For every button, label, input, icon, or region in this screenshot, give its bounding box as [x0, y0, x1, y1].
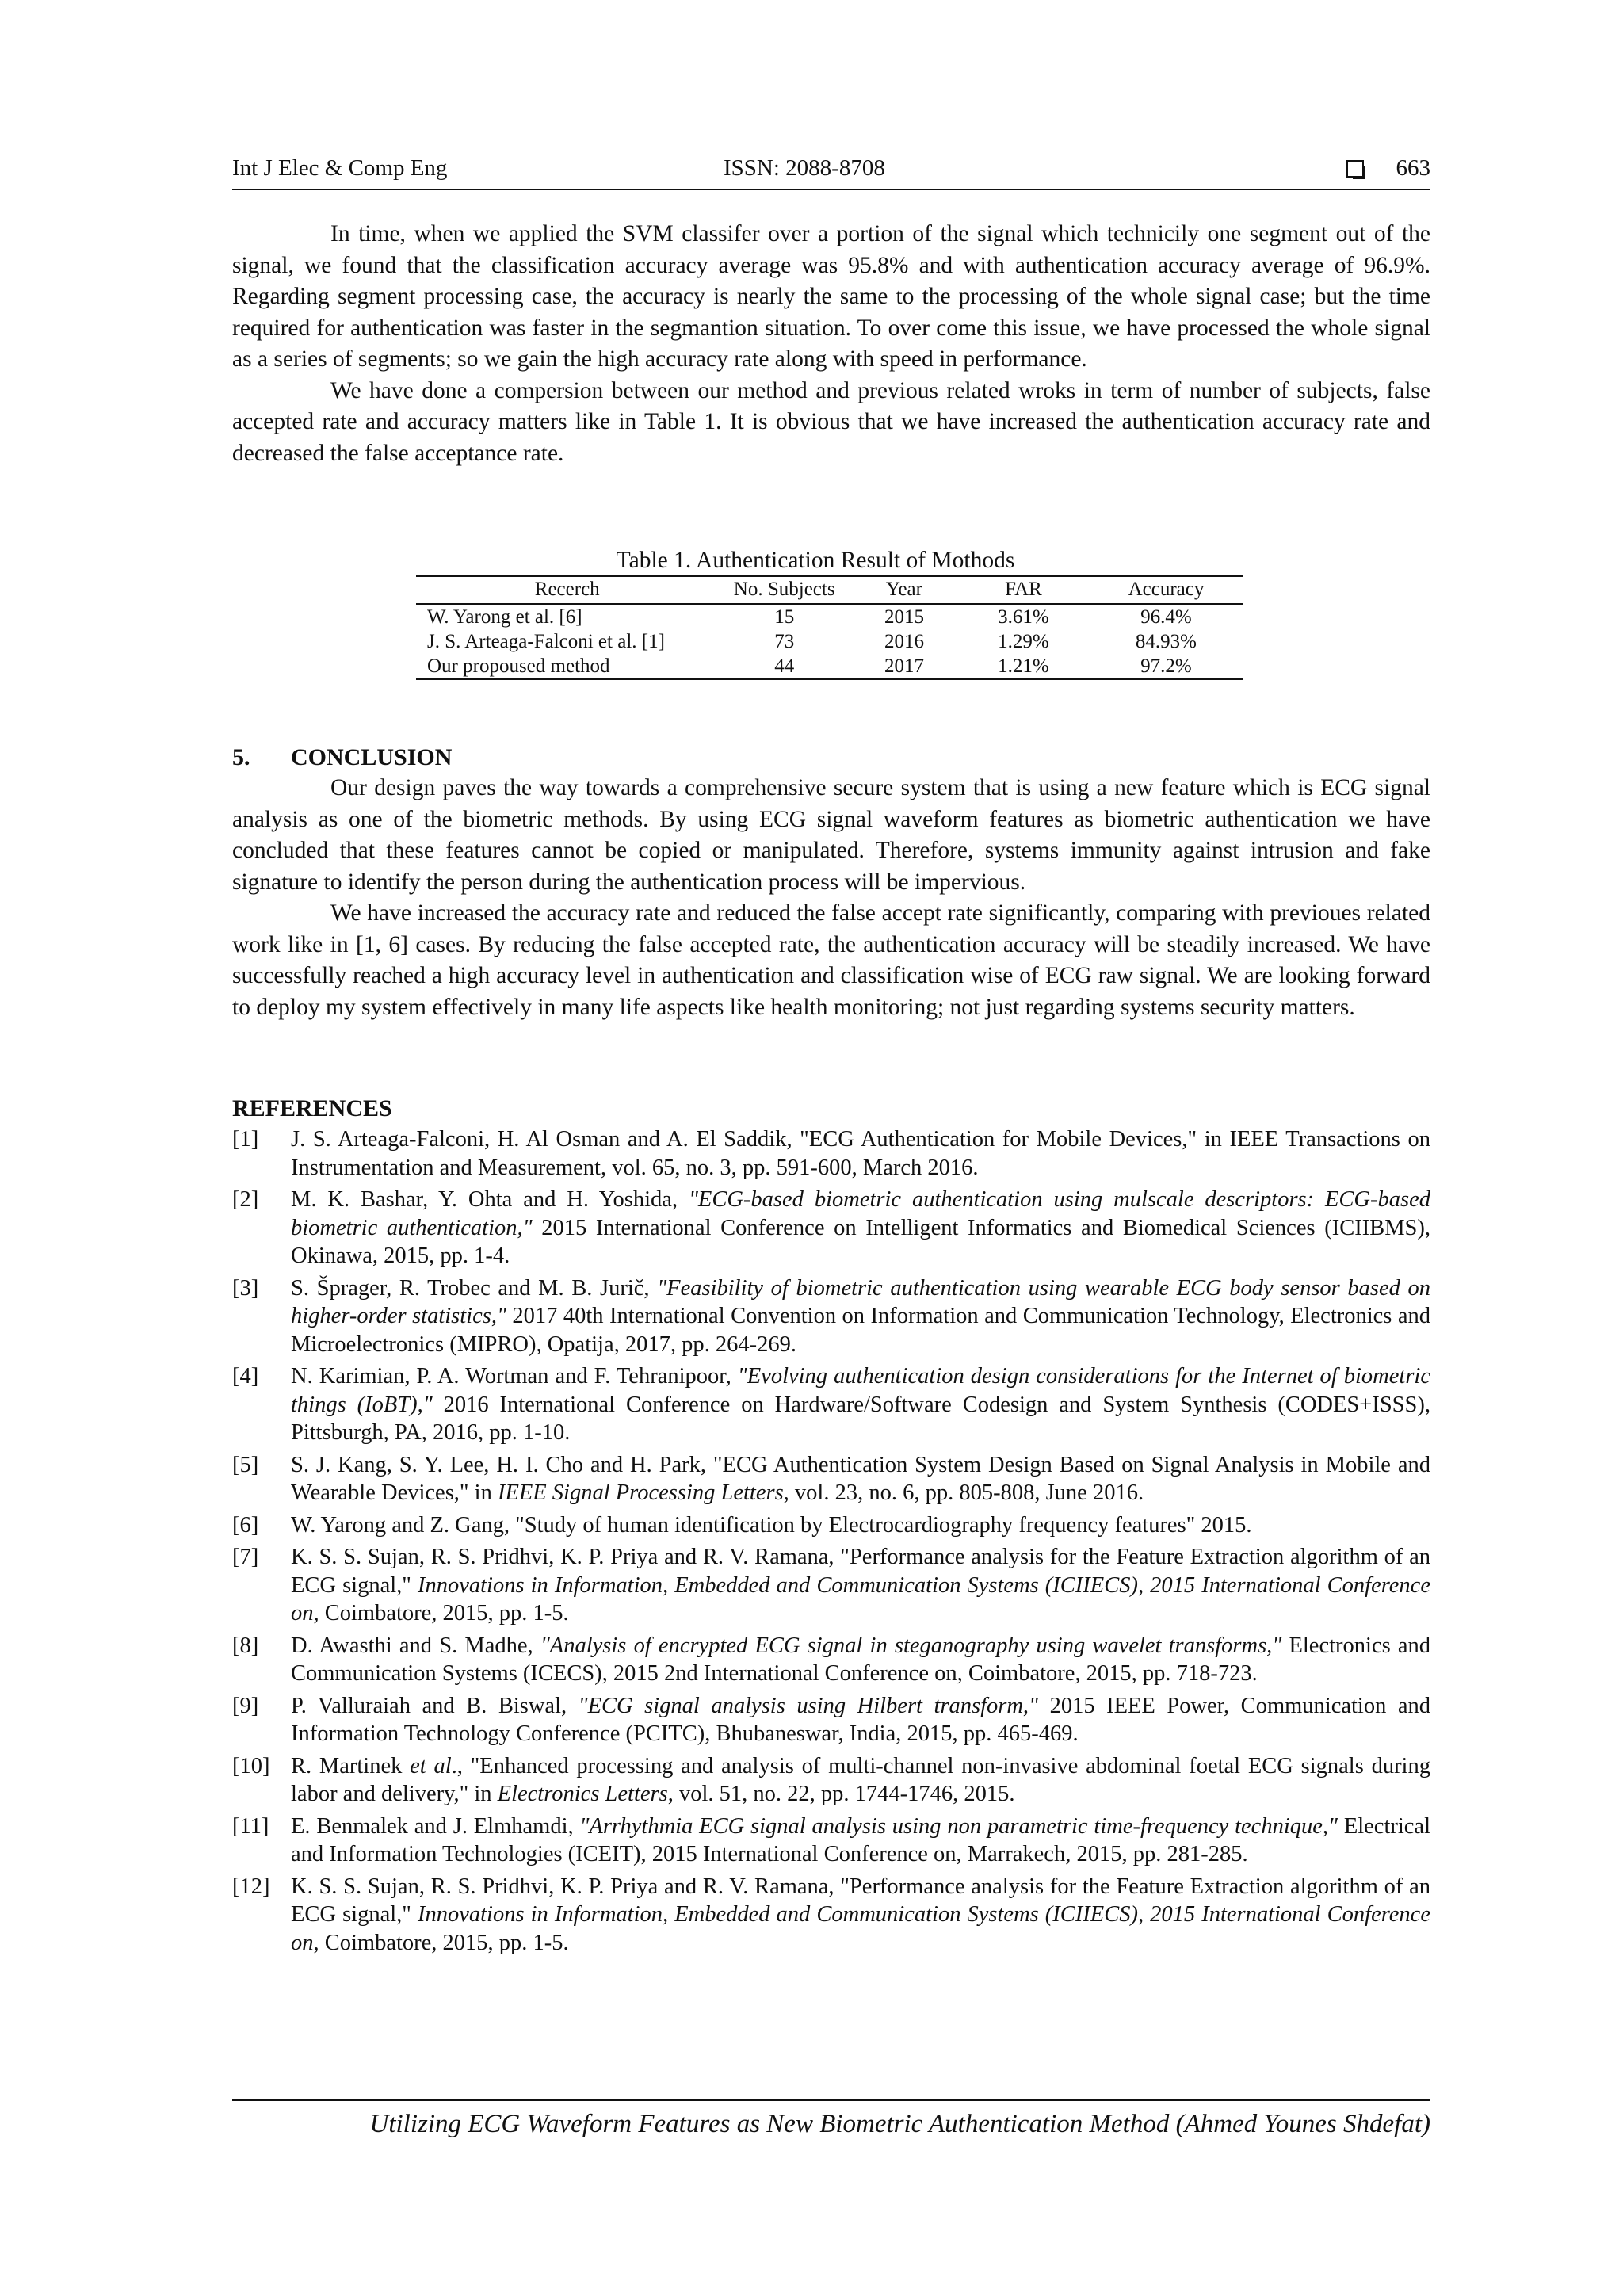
body-text: [232, 219, 1430, 1961]
reference-italic-title: "ECG signal analysis using Hilbert transform,": [578, 1693, 1039, 1718]
reference-number: [4]: [232, 1364, 259, 1389]
reference-text: K. S. S. Sujan, R. S. Pridhvi, K. P. Priya and R. V. Ramana, "Performance analysis for the Feature Extraction algorithm of an ECG signal,": [291, 1545, 1430, 1598]
reference-item: [232, 1511, 1430, 1540]
paragraph: In time, when we applied the SVM classifer over a portion of the signal which technicily one segment out of the signal, we found that the classification accuracy average was 95.8% and with authentication accuracy average of 96.9%. Regarding segment processing case, the accuracy is nearly the same to the processing of the whole signal case; but the time required for authentication was faster in the segmantion situation. To over come this issue, we have processed the whole signal as a series of segments; so we gain the high accuracy rate along with speed in performance.: [232, 221, 1430, 372]
table-cell: J. S. Arteaga-Falconi et al. [1]: [427, 631, 665, 652]
issn: ISSN: 2088-8708: [724, 155, 885, 181]
reference-number: [1]: [232, 1127, 259, 1152]
table-row: [416, 654, 1243, 679]
table-block: [232, 545, 1430, 680]
table-cell: 2016: [884, 631, 924, 652]
results-table: [416, 575, 1243, 680]
reference-text: , Coimbatore, 2015, pp. 1-5.: [313, 1930, 569, 1955]
paragraph: We have done a compersion between our method and previous related wroks in term of number of subjects, false accepted rate and accuracy matters like in Table 1. It is obvious that we have increased the authentication accuracy rate and decreased the false acceptance rate.: [232, 377, 1430, 466]
table-cell: 73: [774, 631, 795, 652]
table-header-cell: FAR: [958, 576, 1089, 604]
table-cell: 3.61%: [998, 606, 1049, 628]
table-cell: 15: [774, 606, 795, 628]
reference-item: [232, 1632, 1430, 1688]
reference-item: [232, 1362, 1430, 1447]
reference-list: [232, 1125, 1430, 1957]
reference-text: , vol. 51, no. 22, pp. 1744-1746, 2015.: [667, 1782, 1015, 1806]
table-header-cell: Accuracy: [1089, 576, 1243, 604]
reference-number: [8]: [232, 1633, 259, 1658]
table-caption: Table 1. Authentication Result of Mothods: [616, 548, 1015, 573]
reference-item: [232, 1813, 1430, 1869]
running-footer: Utilizing ECG Waveform Features as New Biometric Authentication Method (Ahmed Younes Shdefat): [369, 2110, 1430, 2138]
reference-text: 2016 International Conference on Hardware/Software Codesign and System Synthesis (CODES+ISSS), Pittsburgh, PA, 2016, pp. 1-10.: [291, 1392, 1430, 1445]
reference-text: , Coimbatore, 2015, pp. 1-5.: [313, 1601, 569, 1626]
reference-italic-venue: IEEE Signal Processing Letters: [497, 1480, 784, 1505]
reference-italic-title: "ECG-based biometric authentication using mulscale descriptors: ECG-based biometric authentication,": [291, 1187, 1430, 1240]
reference-text: 2015 International Conference on Intelligent Informatics and Biomedical Sciences (ICIIBMS), Okinawa, 2015, pp. 1-4.: [291, 1215, 1430, 1268]
table-cell: W. Yarong et al. [6]: [427, 606, 582, 628]
reference-number: [12]: [232, 1874, 270, 1899]
reference-text: M. K. Bashar, Y. Ohta and H. Yoshida,: [291, 1187, 689, 1212]
reference-item: [232, 1125, 1430, 1182]
paragraph: Our design paves the way towards a comprehensive secure system that is using a new feature which is ECG signal analysis as one of the biometric methods. By using ECG signal waveform features as biometric authentication we have concluded that these features cannot be copied or manipulated. Therefore, systems immunity against intrusion and fake signature to identify the person during the authentication process will be impervious.: [232, 775, 1430, 895]
reference-item: [232, 1873, 1430, 1958]
section-title: CONCLUSION: [291, 744, 453, 770]
reference-italic-etal: et al: [410, 1753, 452, 1778]
reference-italic-title: "Feasibility of biometric authentication using wearable ECG body sensor based on higher-order statistics,": [291, 1275, 1430, 1328]
reference-number: [2]: [232, 1187, 259, 1212]
footer-rule: [232, 2099, 1430, 2101]
running-header: [232, 155, 1430, 192]
table-header-cell: No. Subjects: [718, 576, 850, 604]
reference-text: 2015 IEEE Power, Communication and Information Technology Conference (PCITC), Bhubaneswar, India, 2015, pp. 465-469.: [291, 1693, 1431, 1746]
reference-text: J. S. Arteaga-Falconi, H. Al Osman and A. El Saddik, "ECG Authentication for Mobile Devices," in IEEE Transactions on Instrumentation and Measurement, vol. 65, no. 3, pp. 591-600, March 2016.: [291, 1127, 1430, 1180]
reference-item: [232, 1692, 1430, 1748]
table-cell: 84.93%: [1135, 631, 1197, 652]
reference-italic-title: "Evolving authentication design considerations for the Internet of biometric things (IoBT),": [291, 1364, 1430, 1417]
reference-italic-venue: Innovations in Information, Embedded and Communication Systems (ICIIECS), 2015 International Conference on: [291, 1902, 1430, 1955]
journal-name: Int J Elec & Comp Eng: [232, 155, 448, 181]
reference-italic-venue: Innovations in Information, Embedded and Communication Systems (ICIIECS), 2015 International Conference on: [291, 1572, 1430, 1626]
reference-text: W. Yarong and Z. Gang, "Study of human identification by Electrocardiography frequency features" 2015.: [291, 1512, 1252, 1538]
paragraph: We have increased the accuracy rate and reduced the false accept rate significantly, comparing with previoues related work like in [1, 6] cases. By reducing the false accepted rate, the authentication accuracy will be steadily increased. We have successfully reached a high accuracy level in authentication and classification wise of ECG raw signal. We are looking forward to deploy my system effectively in many life aspects like health monitoring; not just regarding systems security matters.: [232, 900, 1430, 1020]
header-rule: [232, 189, 1430, 190]
reference-text: , vol. 23, no. 6, pp. 805-808, June 2016.: [783, 1480, 1144, 1505]
reference-number: [5]: [232, 1452, 259, 1477]
reference-text: S. J. Kang, S. Y. Lee, H. I. Cho and H. Park, "ECG Authentication System Design Based on Signal Analysis in Mobile and Wearable Devices," in: [291, 1452, 1430, 1505]
references-heading: REFERENCES: [232, 1095, 392, 1121]
reference-text: 2017 40th International Convention on Information and Communication Technology, Electronics and Microelectronics (MIPRO), Opatija, 2017, pp. 264-269.: [291, 1304, 1430, 1357]
reference-text: N. Karimian, P. A. Wortman and F. Tehranipoor,: [291, 1364, 738, 1389]
reference-text: Electrical and Information Technologies (ICEIT), 2015 International Conference on, Marrakech, 2015, pp. 281-285.: [291, 1813, 1430, 1866]
reference-italic-venue: Electronics Letters: [497, 1782, 668, 1806]
table-cell: Our propoused method: [416, 654, 718, 679]
reference-italic-title: "Analysis of encrypted ECG signal in steganography using wavelet transforms,": [540, 1633, 1282, 1658]
reference-item: [232, 1274, 1430, 1359]
table-cell: 97.2%: [1089, 654, 1243, 679]
table-cell: 44: [718, 654, 850, 679]
reference-text: R. Martinek: [291, 1753, 411, 1778]
table-cell: 2015: [884, 606, 924, 628]
reference-text: Electronics and Communication Systems (ICECS), 2015 2nd International Conference on, Coimbatore, 2015, pp. 718-723.: [291, 1633, 1430, 1686]
reference-text: S. Šprager, R. Trobec and M. B. Jurič,: [291, 1275, 658, 1301]
table-cell: 96.4%: [1140, 606, 1192, 628]
table-row: [416, 604, 1243, 629]
reference-text: P. Valluraiah and B. Biswal,: [291, 1693, 579, 1718]
reference-number: [6]: [232, 1512, 259, 1538]
reference-item: [232, 1451, 1430, 1507]
table-row: [416, 629, 1243, 654]
reference-text: E. Benmalek and J. Elmhamdi,: [291, 1813, 580, 1839]
table-header-cell: Recerch: [416, 576, 718, 604]
section-number: 5.: [232, 744, 250, 770]
table-header-cell: Year: [850, 576, 958, 604]
reference-number: [3]: [232, 1275, 259, 1301]
reference-text: ., "Enhanced processing and analysis of multi-channel non-invasive abdominal foetal ECG signals during labor and delivery," in: [291, 1753, 1430, 1806]
reference-number: [10]: [232, 1753, 270, 1778]
reference-item: [232, 1752, 1430, 1809]
table-cell: 1.29%: [998, 631, 1049, 652]
reference-number: [7]: [232, 1545, 259, 1569]
reference-text: D. Awasthi and S. Madhe,: [291, 1633, 540, 1658]
checkbox-square-icon: [1346, 160, 1364, 178]
table-cell: 2017: [850, 654, 958, 679]
page-number: 663: [1396, 155, 1430, 181]
table-cell: 1.21%: [958, 654, 1089, 679]
reference-number: [11]: [232, 1813, 269, 1839]
table-header-row: [416, 576, 1243, 604]
reference-text: K. S. S. Sujan, R. S. Pridhvi, K. P. Priya and R. V. Ramana, "Performance analysis for the Feature Extraction algorithm of an ECG signal,": [291, 1874, 1430, 1927]
reference-italic-title: "Arrhythmia ECG signal analysis using non parametric time-frequency technique,": [579, 1813, 1338, 1839]
reference-item: [232, 1186, 1430, 1270]
reference-item: [232, 1543, 1430, 1628]
section-heading: [232, 742, 1430, 773]
reference-number: [9]: [232, 1693, 259, 1718]
